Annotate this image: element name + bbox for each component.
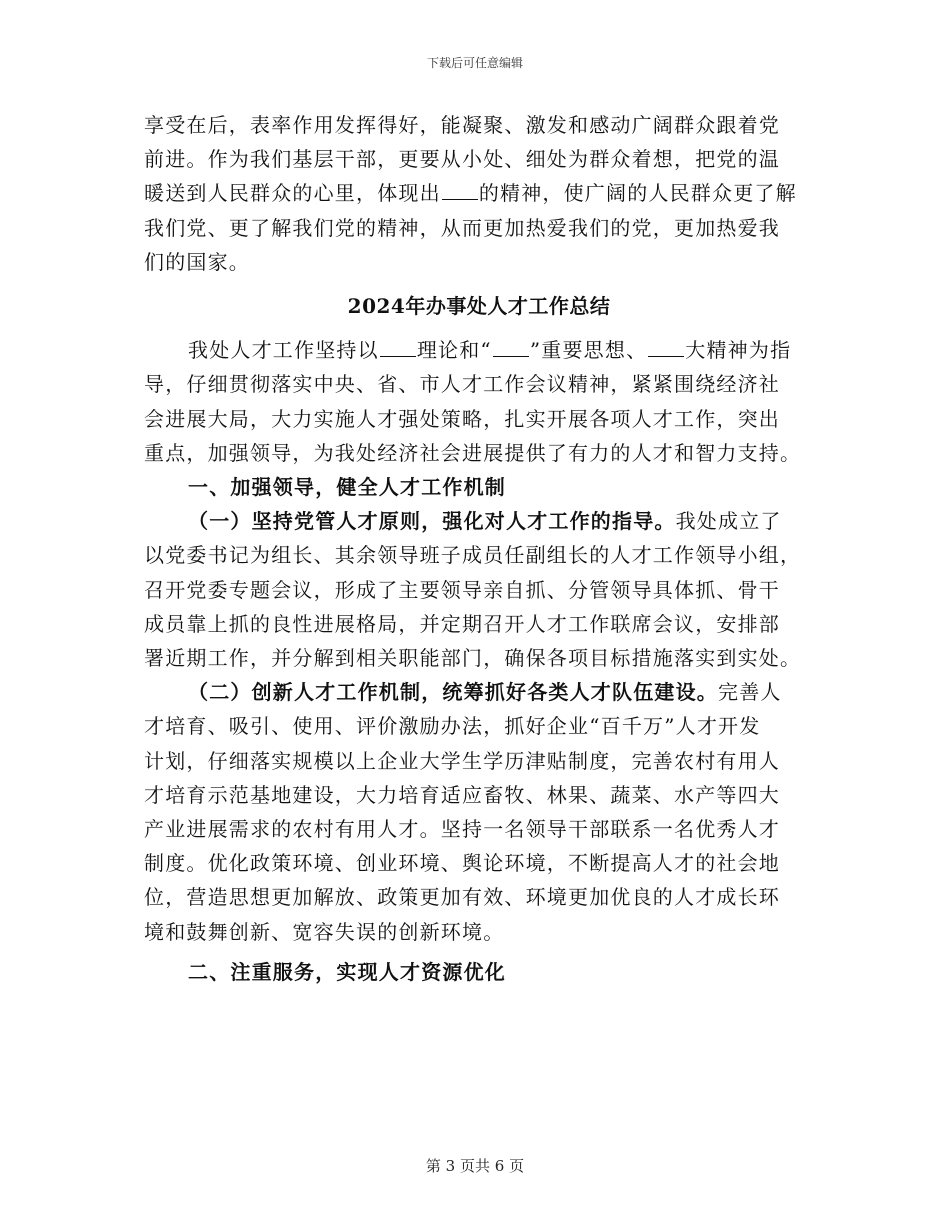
intro-line-3 <box>144 176 814 210</box>
sub1-line-4: 成员靠上抓的良性进展格局，并定期召开人才工作联席会议，安排部 <box>144 611 780 636</box>
sub2-line-3: 计划，仔细落实规模以上企业大学生学历津贴制度，完善农村有用人 <box>144 748 780 773</box>
sub2-line-5: 产业进展需求的农村有用人才。坚持一名领导干部联系一名优秀人才 <box>144 817 780 842</box>
document-title: 2024年办事处人才工作总结 <box>347 294 611 319</box>
sub2-line-7: 位，营造思想更加解放、政策更加有效、环境更加优良的人才成长环 <box>144 885 780 910</box>
sub2-line-4: 才培育示范基地建设，大力培育适应畜牧、林果、蔬菜、水产等四大 <box>144 782 780 807</box>
para1-line-4: 重点，加强领导，为我处经济社会进展提供了有力的人才和智力支持。 <box>144 440 802 465</box>
para1-line-1b: 理论和“ <box>416 338 492 363</box>
intro-line-3a: 暖送到人民群众的心里，体现出 <box>144 181 441 206</box>
document-body <box>144 108 814 989</box>
fill-blank <box>380 338 416 357</box>
intro-line-2: 前进。作为我们基层干部，更要从小处、细处为群众着想，把党的温 <box>144 147 780 172</box>
para1-line-1 <box>144 333 814 367</box>
intro-line-1: 享受在后，表率作用发挥得好，能凝聚、激发和感动广阔群众跟着党 <box>144 113 780 137</box>
sub2-heading: （二）创新人才工作机制，统筹抓好各类人才队伍建设。 <box>188 680 718 705</box>
section-2-heading: 二、注重服务，实现人才资源优化 <box>188 959 506 984</box>
intro-line-3b: 的精神，使广阔的人民群众更了解 <box>478 181 797 206</box>
sub1-line-2: 以党委书记为组长、其余领导班子成员任副组长的人才工作领导小组， <box>144 543 802 568</box>
sub1-line-1 <box>144 504 814 538</box>
section-1-heading: 一、加强领导，健全人才工作机制 <box>188 475 506 500</box>
fill-blank <box>442 181 478 200</box>
para1-line-3: 会进展大局，大力实施人才强处策略，扎实开展各项人才工作，突出 <box>144 406 780 431</box>
sub2-line-1-text: 完善人 <box>718 680 782 705</box>
page-number: 第 3 页共 6 页 <box>425 1157 525 1175</box>
intro-line-4: 我们党、更了解我们党的精神，从而更加热爱我们的党，更加热爱我 <box>144 215 780 240</box>
fill-blank <box>648 338 684 357</box>
fill-blank <box>493 338 529 357</box>
sub2-line-1 <box>144 675 814 709</box>
sub1-line-5: 署近期工作，并分解到相关职能部门，确保各项目标措施落实到实处。 <box>144 646 802 671</box>
para1-line-1d: 大精神为指 <box>685 338 792 363</box>
sub1-line-3: 召开党委专题会议，形成了主要领导亲自抓、分管领导具体抓、骨干 <box>144 577 780 602</box>
page-header-note: 下载后可任意编辑 <box>426 56 523 70</box>
sub2-line-2: 才培育、吸引、使用、评价激励办法，抓好企业“百千万”人才开发 <box>144 714 761 739</box>
intro-line-5: 们的国家。 <box>144 249 250 274</box>
para1-line-1c: ”重要思想、 <box>529 338 648 363</box>
para1-line-2: 导，仔细贯彻落实中央、省、市人才工作会议精神，紧紧围绕经济社 <box>144 372 780 397</box>
sub1-line-1-text: 我处成立了 <box>675 509 782 534</box>
para1-line-1a: 我处人才工作坚持以 <box>188 338 379 363</box>
sub2-line-6: 制度。优化政策环境、创业环境、舆论环境，不断提高人才的社会地 <box>144 851 780 876</box>
sub2-line-8: 境和鼓舞创新、宽容失误的创新环境。 <box>144 919 505 944</box>
sub1-heading: （一）坚持党管人才原则，强化对人才工作的指导。 <box>188 509 676 534</box>
